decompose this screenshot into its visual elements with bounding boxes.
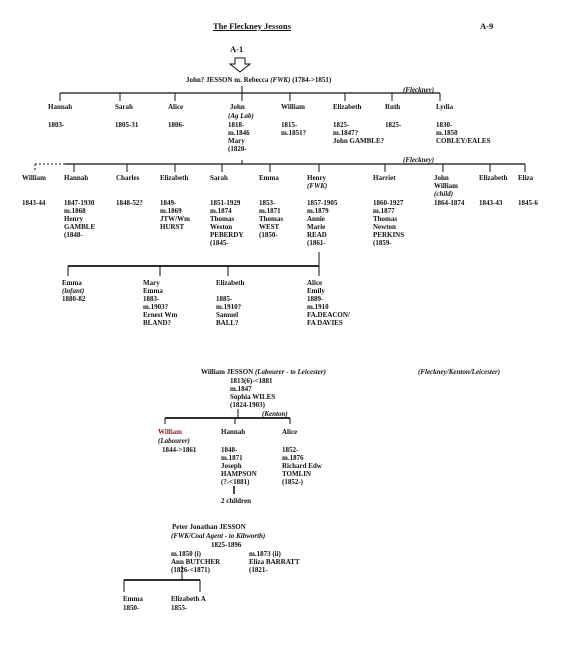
gen2-info: 1843-44 [22,199,46,207]
gen3-name: Alice Emily [307,279,325,295]
william-grandchildren: 2 children [221,497,252,505]
gen1-name: William [281,103,305,111]
gen1-info: 1830- m.1850 COBLEY/EALES [436,121,491,145]
page-title: The Fleckney Jessons [213,21,291,31]
gen1-info: 1805-31 [115,121,139,129]
gen3-name: Mary Emma [143,279,163,295]
gen3-name: Emma [62,279,82,287]
william-child-info: 1844->1861 [162,446,197,454]
peter-marriage-2: m.1873 (ii) Eliza BARRATT (1821- [249,550,300,574]
william-child-info: 1852- m.1876 Richard Edw TOMLIN (1852-) [282,446,322,486]
william-child-location: (Kenton) [262,410,288,418]
william-child-name: Hannah [221,428,246,436]
page-number: A-9 [480,21,494,31]
gen2-info: 1847-1930 m.1868 Henry GAMBLE (1848- [64,199,96,239]
gen2-name: Elizabeth [479,174,508,182]
gen2-location: (Fleckney) [403,156,435,164]
william-child-info: 1848- m.1871 Joseph HAMPSON (?-<1881) [221,446,257,486]
peter-marriage-1: m.1850 (i) Ann BUTCHER (1826-<1871) [171,550,221,574]
down-arrow-icon [230,58,250,72]
gen3-info: 1883- m.1903? Ernest Wm BLAND? [143,295,178,327]
gen2-name: John William [434,174,458,190]
gen2-name: Harriet [373,174,396,182]
gen1-name: Ruth [385,103,401,111]
gen1-name: John [230,103,245,111]
gen2-name: Hannah [64,174,89,182]
gen2-info: 1843-43 [479,199,503,207]
gen2-occupation: (child) [434,190,454,198]
peter-head-occupation: (FWK/Coal Agent - to Kibworth) [171,532,266,540]
gen2-info: 1860-1927 m.1877 Thomas Newton PERKINS (1859- [373,199,405,247]
peter-head-dates: 1825-1896 [211,541,242,549]
gen1-name: Elizabeth [333,103,362,111]
gen2-info: 1851-1929 m.1874 Thomas Weston PEBERDY (1845- [210,199,244,247]
gen1-info: 1825- m.1847? John GAMBLE? [333,121,385,145]
peter-child-info: 1855- [171,604,188,612]
gen3-info: 1885- m.1910? Samuel BALL? [216,295,242,327]
william-head: William JESSON (Labourer - to Leicester) [201,368,326,376]
gen2-name: Charles [116,174,140,182]
peter-child-name: Elizabeth A [171,595,206,603]
gen1-name: Alice [168,103,184,111]
gen2-name: Elizabeth [160,174,189,182]
gen2-info: 1864-1874 [434,199,465,207]
gen1-info: 1815- m.1851? [281,121,307,137]
william-places: (Fleckney/Kenton/Leicester) [418,368,501,376]
peter-child-info: 1850- [123,604,140,612]
william-child-name: Alice [282,428,298,436]
gen2-name: Henry [307,174,327,182]
root-couple: John? JESSON m. Rebecca (FWK) (1784->1851) [186,76,332,84]
gen1-info: 1818- m.1846 Mary (1820- [228,121,250,153]
gen2-info: 1849- m.1869 JTW/Wm HURST [160,199,190,231]
gen2-name: Eliza [518,174,534,182]
gen1-info: 1803- [48,121,65,129]
root-marker: A-1 [230,44,244,54]
gen1-occupation: (Ag Lab) [228,112,254,120]
gen3-occupation: (infant) [62,287,85,295]
gen1-info: 1806- [168,121,185,129]
gen1-info: 1825- [385,121,402,129]
peter-child-name: Emma [123,595,143,603]
gen2-name: William [22,174,46,182]
gen1-location: (Fleckney) [403,86,435,94]
gen3-name: Elizabeth [216,279,245,287]
gen2-info: 1857-1905 m.1879 Annie Marie READ (1861- [307,199,338,247]
gen1-name: Lydia [436,103,454,111]
gen2-info: 1848-52? [116,199,143,207]
gen3-info: 1889- m.1910 FA.DEACON/ FA DAVIES [307,295,350,327]
gen2-name: Sarah [210,174,228,182]
gen3-info: 1880-82 [62,295,86,303]
gen1-name: Sarah [115,103,133,111]
gen2-occupation: (FWK) [307,182,328,190]
gen2-name: Emma [259,174,279,182]
william-child-name: William [158,428,182,436]
gen2-info: 1845-6 [518,199,538,207]
william-head-info: 1813(6)-<1881 m.1847 Sophia WILES (1824-1903) [230,377,276,409]
peter-head: Peter Jonathan JESSON [172,523,246,531]
william-child-occupation: (Labourer) [158,437,190,445]
gen1-name: Hannah [48,103,73,111]
gen2-info: 1853- m.1871 Thomas WEST (1850- [259,199,284,239]
